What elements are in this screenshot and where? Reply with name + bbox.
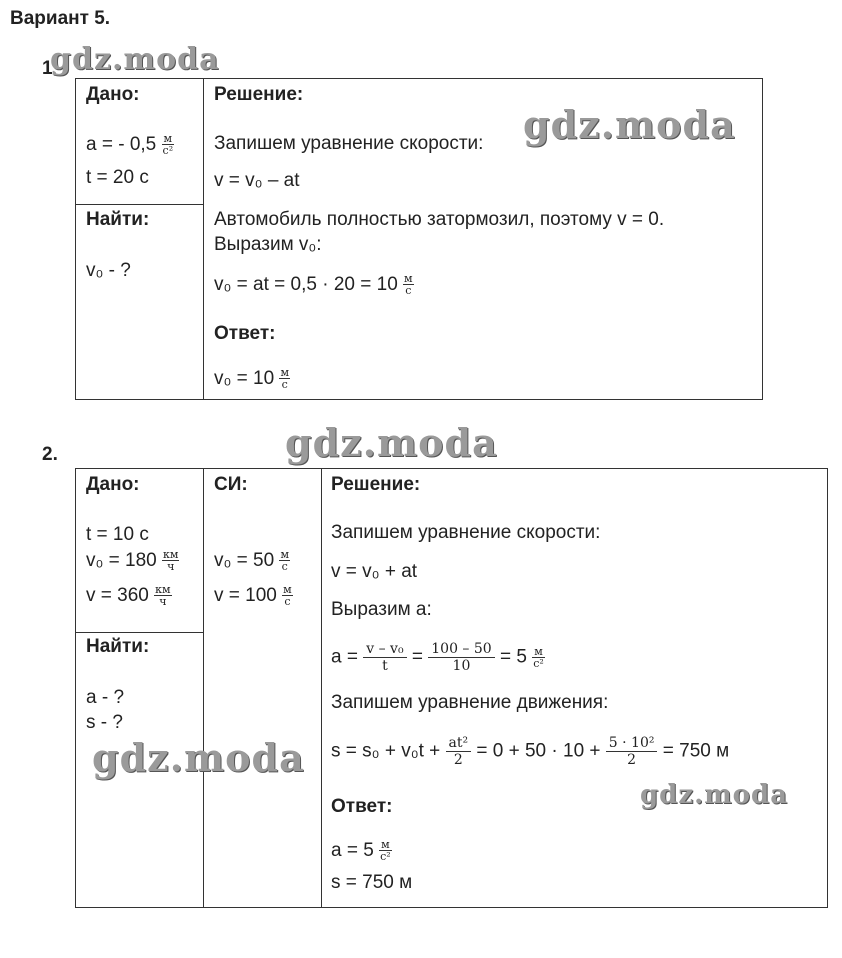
solution-heading: Решение: xyxy=(331,474,421,495)
solution-line-5: Запишем уравнение движения: xyxy=(331,692,609,713)
solution-formula-s: s = s₀ + v₀t + $\frac{\text{at²}}{2}$ = 0 + 50 · 10 + $\frac{\text{5 · 10²}}{2}$ = 750 м xyxy=(331,735,730,768)
given-acceleration: a = - 0,5 $\frac{м}{\text{с²}}$ xyxy=(86,132,174,158)
given-heading: Дано: xyxy=(86,84,140,105)
given-v0: v₀ = 180 $\frac{км}{ч}$ xyxy=(86,548,179,574)
solution-line-3: Выразим a: xyxy=(331,599,432,620)
find-a: a - ? xyxy=(86,687,125,708)
solution-formula-a: a = $\frac{\text{v – v₀}}{t}$ = $\frac{100 - 50}{10}$ = 5 $\frac{м}{\text{с²}}$ xyxy=(331,641,544,674)
problem-2-number: 2. xyxy=(42,444,58,465)
solution-line-2: v = v₀ – at xyxy=(214,170,300,191)
page-title: Вариант 5. xyxy=(10,8,111,29)
solution-line-1: Запишем уравнение скорости: xyxy=(214,133,484,154)
watermark: gdz.moda xyxy=(92,735,305,780)
find-v0: v₀ - ? xyxy=(86,260,131,281)
answer-heading: Ответ: xyxy=(214,323,276,344)
given-time: t = 20 с xyxy=(86,167,149,188)
si-heading: СИ: xyxy=(214,474,248,495)
problem-2-table xyxy=(75,468,828,908)
solution-line-4: Выразим v₀: xyxy=(214,234,322,255)
solution-line-5: v₀ = at = 0,5 · 20 = 10 $\frac{м}{с}$ xyxy=(214,272,413,298)
given-heading: Дано: xyxy=(86,474,140,495)
answer-value: v₀ = 10 $\frac{м}{с}$ xyxy=(214,366,290,392)
find-s: s - ? xyxy=(86,712,123,733)
problem-1-number: 1 xyxy=(42,58,53,79)
answer-a: a = 5 $\frac{м}{\text{с²}}$ xyxy=(331,838,391,864)
find-heading: Найти: xyxy=(86,636,150,657)
si-v: v = 100 $\frac{м}{с}$ xyxy=(214,583,292,609)
given-v: v = 360 $\frac{км}{ч}$ xyxy=(86,583,171,609)
watermark: gdz.moda xyxy=(50,42,220,77)
solution-heading: Решение: xyxy=(214,84,304,105)
watermark: gdz.moda xyxy=(640,780,789,810)
answer-heading: Ответ: xyxy=(331,796,393,817)
watermark: gdz.moda xyxy=(523,102,736,147)
find-heading: Найти: xyxy=(86,209,150,230)
si-v0: v₀ = 50 $\frac{м}{с}$ xyxy=(214,548,290,574)
watermark: gdz.moda xyxy=(285,420,498,465)
solution-line-2: v = v₀ + at xyxy=(331,561,418,582)
solution-line-1: Запишем уравнение скорости: xyxy=(331,522,601,543)
given-time: t = 10 с xyxy=(86,524,149,545)
answer-s: s = 750 м xyxy=(331,872,413,893)
solution-line-3: Автомобиль полностью затормозил, поэтому v = 0. xyxy=(214,209,665,230)
